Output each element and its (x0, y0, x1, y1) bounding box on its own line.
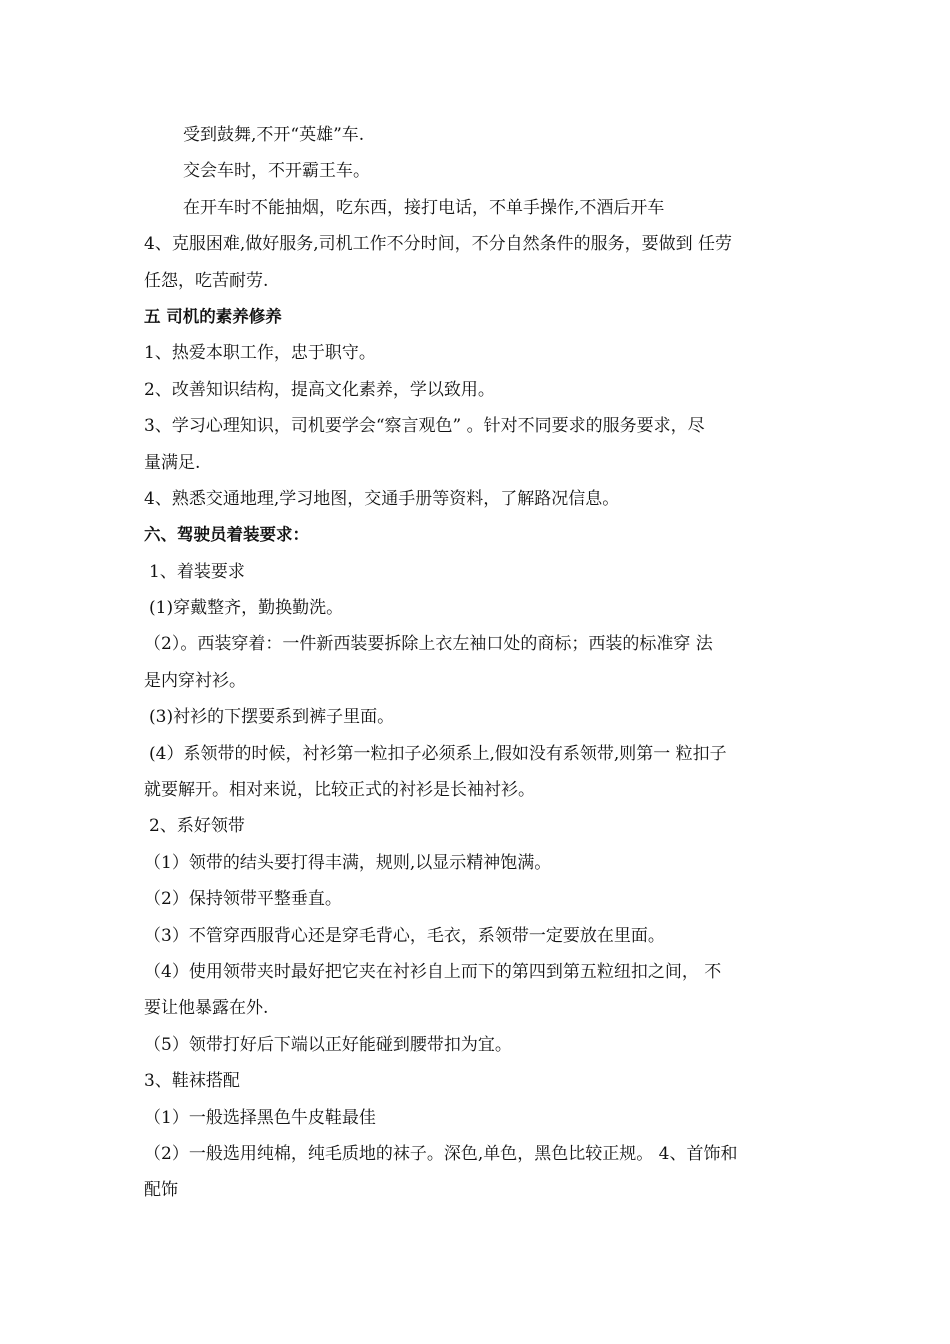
list-item: （1）领带的结头要打得丰满，规则,以显示精神饱满。 (144, 852, 552, 873)
paragraph-line: 2、改善知识结构，提高文化素养，学以致用。 (144, 379, 495, 400)
section-heading-5: 五 司机的素养修养 (144, 306, 282, 326)
paragraph-line: 4、克服困难,做好服务,司机工作不分时间，不分自然条件的服务，要做到 任劳 (144, 234, 733, 255)
list-item: （2）保持领带平整垂直。 (144, 889, 342, 910)
list-item: （4）使用领带夹时最好把它夹在衬衫自上而下的第四到第五粒纽扣之间， 不 (144, 961, 722, 982)
list-item: (3)衬衫的下摆要系到裤子里面。 (149, 707, 395, 728)
list-item: （2）。西装穿着：一件新西装要拆除上衣左袖口处的商标；西装的标准穿 法 (144, 634, 713, 655)
subsection-heading: 1、着装要求 (149, 561, 245, 582)
list-item: (4）系领带的时候，衬衫第一粒扣子必须系上,假如没有系领带,则第一 粒扣子 (149, 743, 727, 764)
paragraph-line: 1、热爱本职工作，忠于职守。 (144, 343, 376, 364)
paragraph-line: 要让他暴露在外. (144, 998, 269, 1019)
subsection-heading: 3、鞋袜搭配 (144, 1071, 240, 1092)
list-item: （3）不管穿西服背心还是穿毛背心，毛衣，系领带一定要放在里面。 (144, 925, 665, 946)
list-item: （1）一般选择黑色牛皮鞋最佳 (144, 1107, 376, 1128)
paragraph-line: 受到鼓舞,不开“英雄”车. (183, 125, 365, 145)
paragraph-line: 配饰 (144, 1180, 178, 1201)
paragraph-line: 3、学习心理知识，司机要学会“察言观色” 。针对不同要求的服务要求，尽 (144, 416, 705, 437)
paragraph-line: 在开车时不能抽烟，吃东西，接打电话，不单手操作,不酒后开车 (183, 197, 665, 218)
paragraph-line: 是内穿衬衫。 (144, 670, 246, 691)
paragraph-line: 就要解开。相对来说，比较正式的衬衫是长袖衬衫。 (144, 780, 535, 801)
list-item: (1)穿戴整齐，勤换勤洗。 (149, 598, 344, 619)
list-item: （2）一般选用纯棉，纯毛质地的袜子。深色,单色，黑色比较正规。 4、首饰和 (144, 1143, 738, 1164)
paragraph-line: 交会车时，不开霸王车。 (183, 161, 370, 182)
document-body (144, 117, 804, 1209)
paragraph-line: 4、熟悉交通地理,学习地图，交通手册等资料，了解路况信息。 (144, 488, 620, 509)
section-heading-6: 六、驾驶员着装要求： (144, 525, 309, 545)
paragraph-line: 任怨，吃苦耐劳. (144, 270, 269, 291)
paragraph-line: 量满足. (144, 452, 201, 473)
subsection-heading: 2、系好领带 (149, 816, 245, 837)
list-item: （5）领带打好后下端以正好能碰到腰带扣为宜。 (144, 1034, 512, 1055)
